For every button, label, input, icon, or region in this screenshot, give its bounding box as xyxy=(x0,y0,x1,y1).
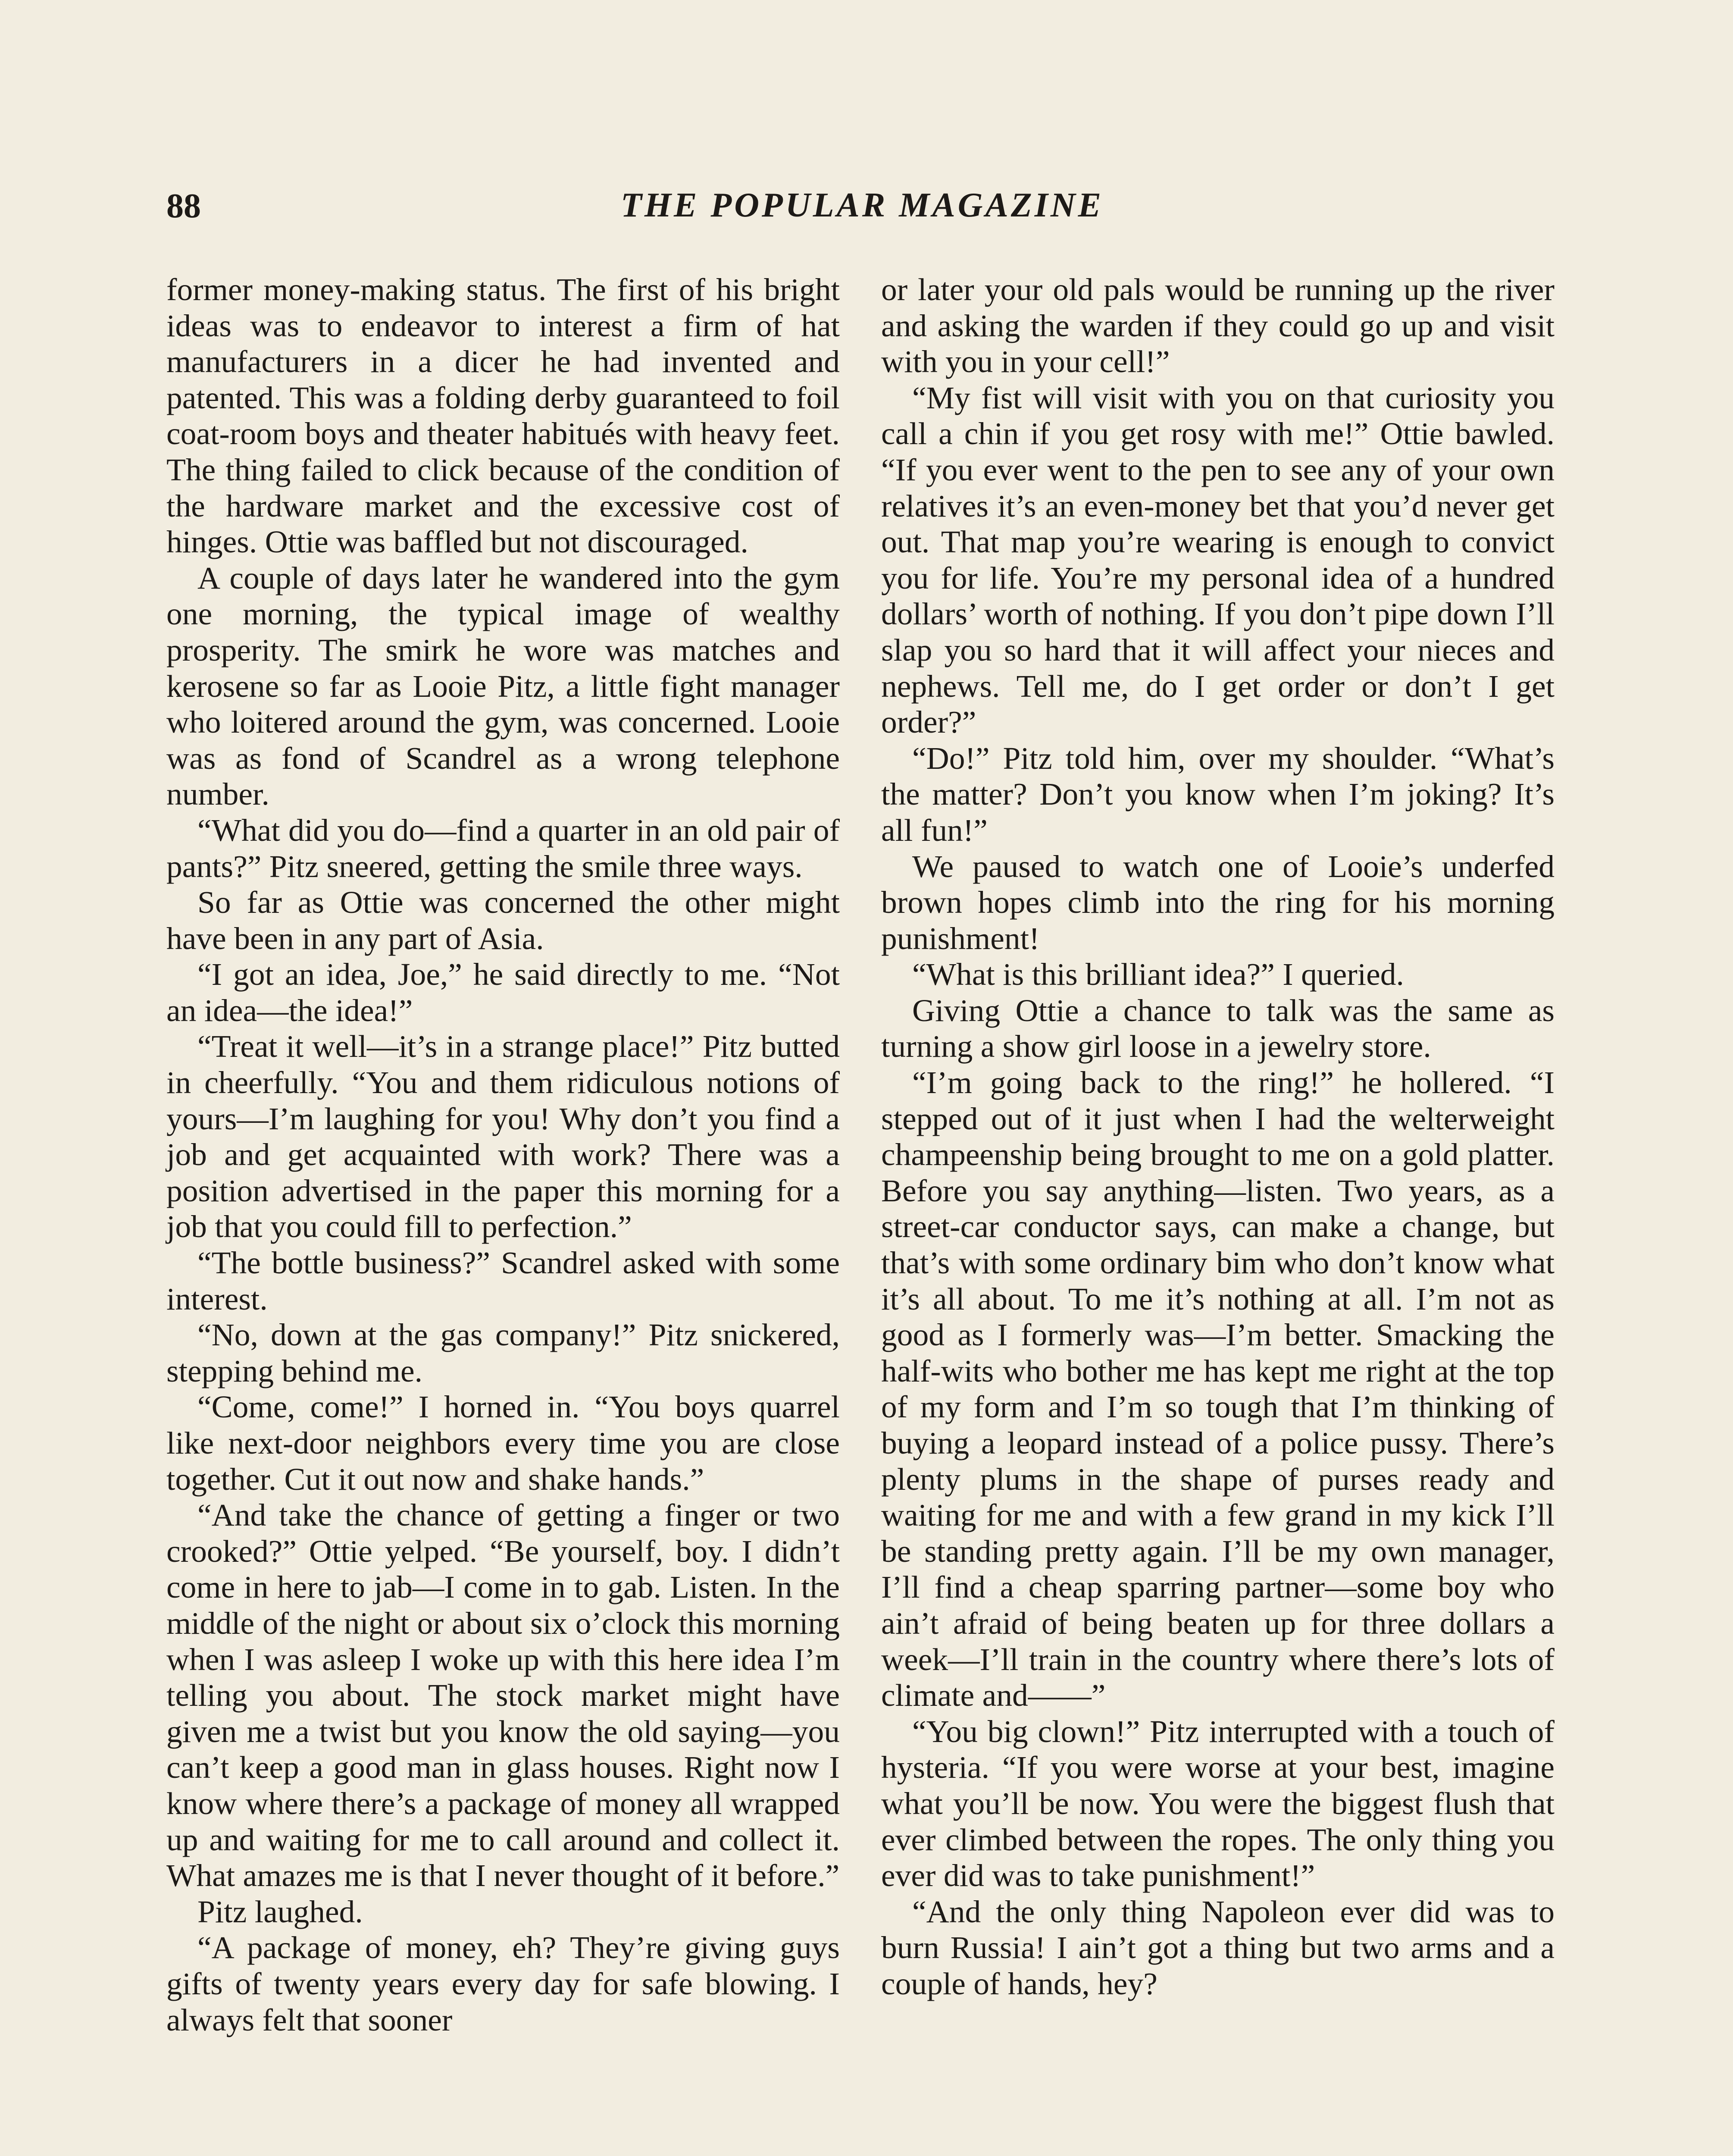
paragraph: “What did you do—find a quarter in an old pair of pants?” Pitz sneered, getting the smile three ways. xyxy=(166,812,840,884)
paragraph: Giving Ottie a chance to talk was the same as turning a show girl loose in a jewelry store. xyxy=(881,993,1555,1064)
paragraph: We paused to watch one of Looie’s underfed brown hopes climb into the ring for his morning punishment! xyxy=(881,849,1555,956)
paragraph: A couple of days later he wandered into the gym one morning, the typical image of wealthy prosperity. The smirk he wore was matches and kerosene so far as Looie Pitz, a little fight manager who loitered around the gym, was concerned. Looie was as fond of Scandrel as a wrong telephone number. xyxy=(166,560,840,812)
paragraph: “I’m going back to the ring!” he hollered. “I stepped out of it just when I had the welterweight champeenship being brought to me on a gold platter. Before you say anything—listen. Two years, as a street-car conductor says, can make a change, but that’s with some ordinary bim who don’t know what it’s all about. To me it’s nothing at all. I’m not as good as I formerly was—I’m better. Smacking the half-wits who bother me has kept me right at the top of my form and I’m so tough that I’m thinking of buying a leopard instead of a police pussy. There’s plenty plums in the shape of purses ready and waiting for me and with a few grand in my kick I’ll be standing pretty again. I’ll be my own manager, I’ll find a cheap sparring partner—some boy who ain’t afraid of being beaten up for three dollars a week—I’ll train in the country where there’s lots of climate and——” xyxy=(881,1065,1555,1713)
paragraph: “And the only thing Napoleon ever did was to burn Russia! I ain’t got a thing but two arms and a couple of hands, hey? xyxy=(881,1894,1555,2001)
paragraph: “The bottle business?” Scandrel asked with some interest. xyxy=(166,1245,840,1316)
paragraph: “I got an idea, Joe,” he said directly to me. “Not an idea—the idea!” xyxy=(166,957,840,1028)
paragraph: former money-making status. The first of his bright ideas was to endeavor to interest a firm of hat manufacturers in a dicer he had invented and patented. This was a folding derby guaranteed to foil coat-room boys and theater habitués with heavy feet. The thing failed to click because of the condition of the hardware market and the excessive cost of hinges. Ottie was baffled but not discouraged. xyxy=(166,272,840,560)
paragraph: “My fist will visit with you on that curiosity you call a chin if you get rosy with me!” Ottie bawled. “If you ever went to the pen to see any of your own relatives it’s an even-money bet that you’d never get out. That map you’re wearing is enough to convict you for life. You’re my personal idea of a hundred dollars’ worth of nothing. If you don’t pipe down I’ll slap you so hard that it will affect your nieces and nephews. Tell me, do I get order or don’t I get order?” xyxy=(881,380,1555,740)
running-head: THE POPULAR MAGAZINE xyxy=(620,186,1104,224)
paragraph: “Come, come!” I horned in. “You boys quarrel like next-door neighbors every time you are close together. Cut it out now and shake hands.” xyxy=(166,1389,840,1497)
paragraph: So far as Ottie was concerned the other might have been in any part of Asia. xyxy=(166,885,840,956)
paragraph: “A package of money, eh? They’re giving guys gifts of twenty years every day for safe blowing. I always felt that sooner xyxy=(166,1930,840,2037)
paragraph: Pitz laughed. xyxy=(197,1894,363,1929)
right-column xyxy=(881,272,1555,2002)
paragraph: “You big clown!” Pitz interrupted with a touch of hysteria. “If you were worse at your best, imagine what you’ll be now. You were the biggest flush that ever climbed between the ropes. The only thing you ever did was to take punishment!” xyxy=(881,1714,1555,1893)
left-column xyxy=(166,272,840,2038)
paragraph: “And take the chance of getting a finger or two crooked?” Ottie yelped. “Be yourself, boy. I didn’t come in here to jab—I come in to gab. Listen. In the middle of the night or about six o’clock this morning when I was asleep I woke up with this here idea I’m telling you about. The stock market might have given me a twist but you know the old saying—you can’t keep a good man in glass houses. Right now I know where there’s a package of money all wrapped up and waiting for me to call around and collect it. What amazes me is that I never thought of it before.” xyxy=(166,1498,840,1893)
paragraph: “Do!” Pitz told him, over my shoulder. “What’s the matter? Don’t you know when I’m joking? It’s all fun!” xyxy=(881,740,1555,848)
paragraph: “No, down at the gas company!” Pitz snickered, stepping behind me. xyxy=(166,1317,840,1388)
paragraph: “Treat it well—it’s in a strange place!” Pitz butted in cheerfully. “You and them ridiculous notions of yours—I’m laughing for you! Why don’t you find a job and get acquainted with work? There was a position advertised in the paper this morning for a job that you could fill to perfection.” xyxy=(166,1029,840,1244)
paragraph: or later your old pals would be running up the river and asking the warden if they could go up and visit with you in your cell!” xyxy=(881,272,1555,379)
paragraph: “What is this brilliant idea?” I queried. xyxy=(912,957,1404,992)
page-number: 88 xyxy=(166,187,201,225)
